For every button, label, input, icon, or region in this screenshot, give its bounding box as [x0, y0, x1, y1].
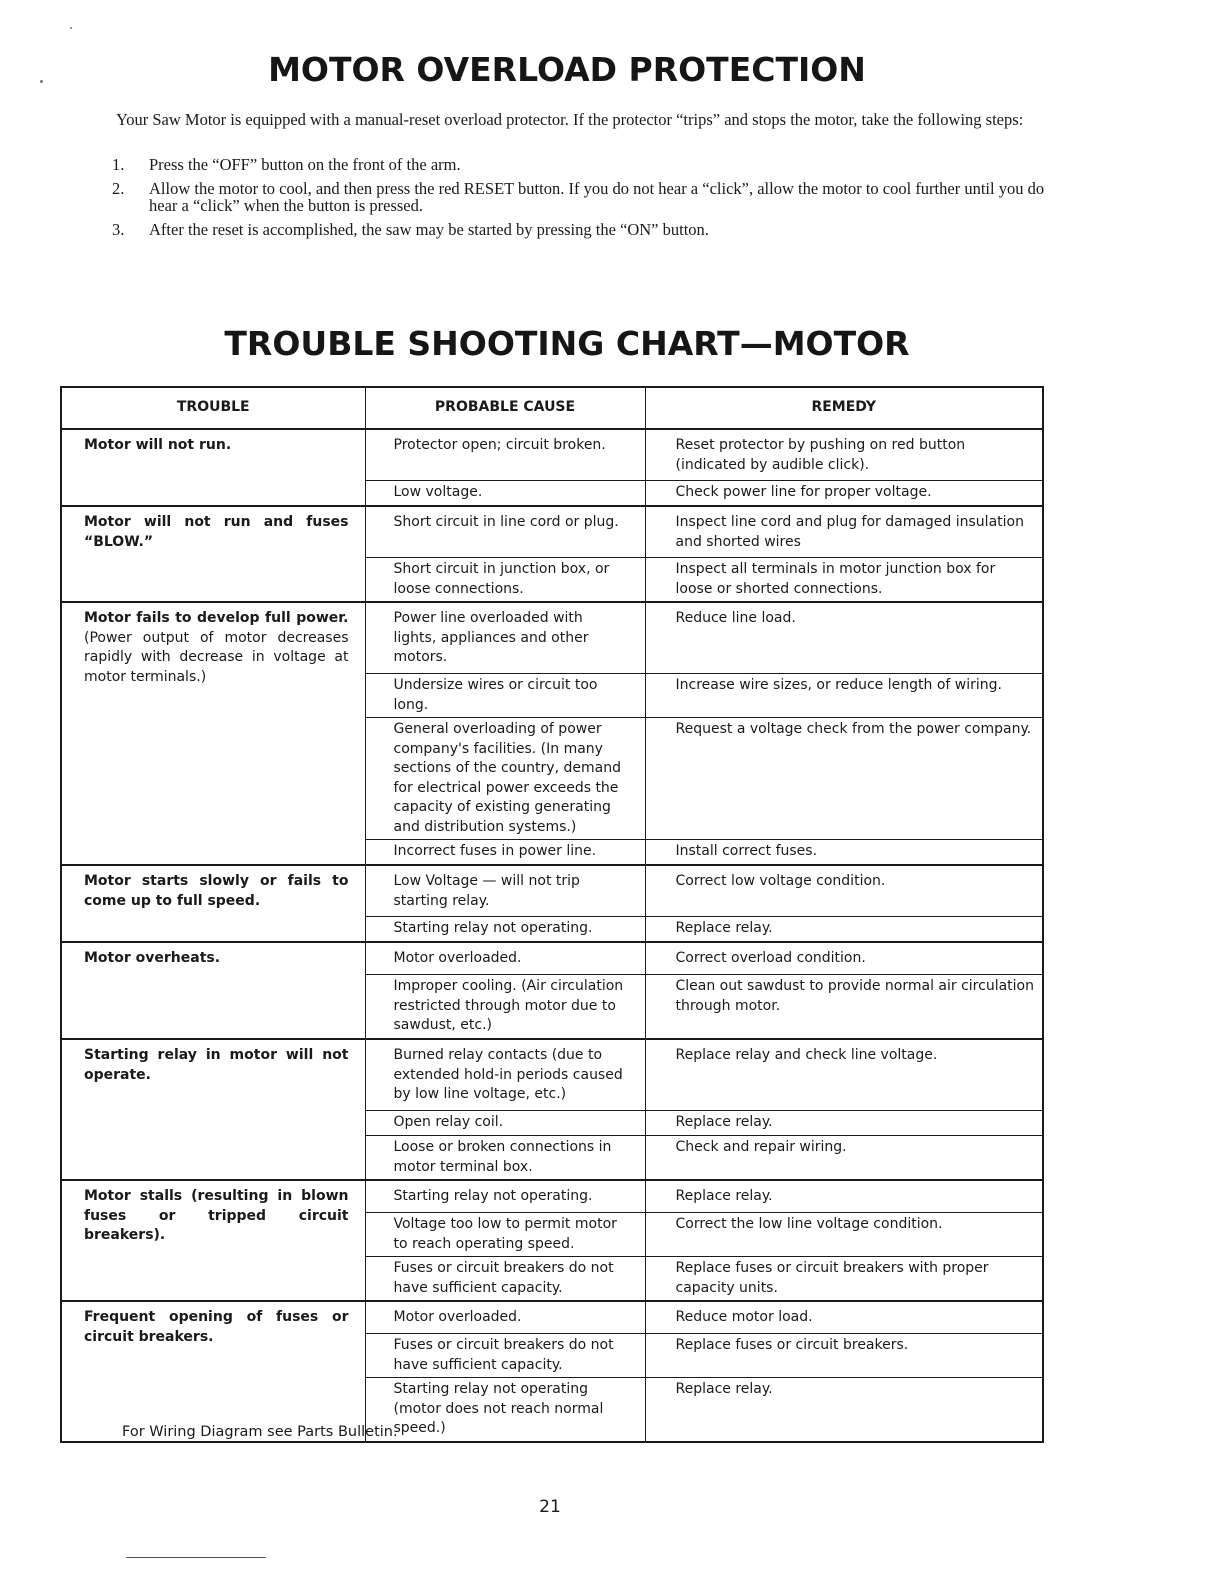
cause-text: Short circuit in junction box, or loose connections.: [366, 557, 645, 601]
remedy-text: Replace relay.: [646, 1377, 1043, 1441]
list-item: [112, 180, 1062, 214]
table-body: [61, 429, 1043, 1442]
remedy-text: Request a voltage check from the power company.: [646, 717, 1043, 839]
header-trouble: TROUBLE: [61, 387, 365, 429]
remedy-text: Check and repair wiring.: [646, 1135, 1043, 1179]
cause-text: Starting relay not operating.: [393, 1188, 593, 1204]
trouble-text: [62, 1181, 365, 1246]
trouble-label: Motor overheats.: [84, 950, 221, 966]
cause-text: Incorrect fuses in power line.: [366, 839, 645, 864]
remedy-text: Correct low voltage condition.: [675, 873, 886, 889]
cause-text: Power line overloaded with lights, appliances and other motors.: [393, 610, 589, 665]
remedy-cell: [645, 1180, 1043, 1301]
cause-text: Voltage too low to permit motor to reach operating speed.: [366, 1212, 645, 1256]
trouble-text: [62, 1040, 365, 1085]
scan-speck: [70, 27, 72, 29]
cause-text: Low Voltage — will not trip starting relay.: [393, 873, 580, 909]
remedy-text: Check power line for proper voltage.: [646, 480, 1043, 505]
cause-text: Motor overloaded.: [393, 1309, 522, 1325]
remedy-cell: [645, 1301, 1043, 1442]
trouble-text: [62, 943, 365, 969]
cause-cell: [365, 942, 645, 1039]
remedy-text: Replace relay.: [675, 1188, 773, 1204]
table-row: [61, 602, 1043, 865]
steps-list: [112, 156, 1062, 245]
trouble-text: [62, 430, 365, 456]
troubleshooting-table: [60, 386, 1044, 1443]
trouble-label: Motor fails to develop full power.: [84, 610, 349, 626]
trouble-label: Motor stalls (resulting in blown fuses or tripped circuit breakers).: [84, 1188, 349, 1243]
header-remedy: REMEDY: [645, 387, 1043, 429]
trouble-label: Motor will not run.: [84, 437, 232, 453]
step-text: After the reset is accomplished, the saw may be started by pressing the “ON” button.: [149, 220, 709, 239]
cause-text: Motor overloaded.: [393, 950, 522, 966]
trouble-text: [62, 866, 365, 911]
remedy-text: Correct overload condition.: [675, 950, 866, 966]
remedy-cell: [645, 602, 1043, 865]
cause-text: Protector open; circuit broken.: [393, 437, 606, 453]
cause-text: General overloading of power company's facilities. (In many sections of the country, demand for electrical power exceeds the capacity of existing generating and distribution systems.): [366, 717, 645, 839]
cause-cell: [365, 1301, 645, 1442]
remedy-text: Inspect all terminals in motor junction box for loose or shorted connections.: [646, 557, 1043, 601]
cause-text: Starting relay not operating.: [366, 916, 645, 941]
table-row: [61, 506, 1043, 602]
list-item: [112, 221, 1062, 238]
trouble-cell: [61, 942, 365, 1039]
trouble-cell: [61, 865, 365, 942]
trouble-cell: [61, 1180, 365, 1301]
trouble-label: Starting relay in motor will not operate.: [84, 1047, 349, 1083]
trouble-label: Frequent opening of fuses or circuit breakers.: [84, 1309, 349, 1345]
remedy-text: Reduce motor load.: [675, 1309, 813, 1325]
cause-cell: [365, 1039, 645, 1180]
trouble-label: Motor starts slowly or fails to come up to full speed.: [84, 873, 349, 909]
remedy-text: Replace relay.: [646, 1110, 1043, 1135]
remedy-text: Clean out sawdust to provide normal air circulation through motor.: [646, 974, 1043, 1038]
step-number: 3.: [112, 220, 125, 239]
trouble-cell: [61, 1301, 365, 1442]
cause-cell: [365, 506, 645, 602]
list-item: [112, 156, 1062, 173]
cause-text: Low voltage.: [366, 480, 645, 505]
cause-cell: [365, 429, 645, 506]
cause-text: Starting relay not operating (motor does not reach normal speed.): [366, 1377, 645, 1441]
cause-cell: [365, 1180, 645, 1301]
table-row: [61, 865, 1043, 942]
trouble-cell: [61, 1039, 365, 1180]
remedy-text: Correct the low line voltage condition.: [646, 1212, 1043, 1256]
cause-text: Improper cooling. (Air circulation restricted through motor due to sawdust, etc.): [366, 974, 645, 1038]
trouble-cell: [61, 506, 365, 602]
remedy-text: Replace relay.: [646, 916, 1043, 941]
trouble-cell: [61, 429, 365, 506]
cause-text: Fuses or circuit breakers do not have sufficient capacity.: [366, 1256, 645, 1300]
table-row: [61, 1301, 1043, 1442]
cause-text: Fuses or circuit breakers do not have sufficient capacity.: [366, 1333, 645, 1377]
remedy-text: Replace fuses or circuit breakers with proper capacity units.: [646, 1256, 1043, 1300]
remedy-text: Replace relay and check line voltage.: [675, 1047, 938, 1063]
intro-paragraph: Your Saw Motor is equipped with a manual-reset overload protector. If the protector “trips” and stops the motor, take the following steps:: [116, 110, 1024, 129]
cause-text: Short circuit in line cord or plug.: [393, 514, 619, 530]
trouble-text: [62, 507, 365, 552]
cause-text: Undersize wires or circuit too long.: [366, 673, 645, 717]
remedy-cell: [645, 942, 1043, 1039]
step-number: 1.: [112, 155, 125, 174]
step-number: 2.: [112, 179, 125, 198]
scan-edge-line: [126, 1557, 266, 1558]
cause-text: Burned relay contacts (due to extended hold-in periods caused by low line voltage, etc.): [393, 1047, 623, 1102]
table-row: [61, 429, 1043, 506]
trouble-label: Motor will not run and fuses “BLOW.”: [84, 514, 349, 550]
cause-cell: [365, 602, 645, 865]
remedy-text: Reset protector by pushing on red button (indicated by audible click).: [675, 437, 966, 473]
cause-cell: [365, 865, 645, 942]
remedy-cell: [645, 1039, 1043, 1180]
remedy-text: Increase wire sizes, or reduce length of wiring.: [646, 673, 1043, 717]
remedy-text: Inspect line cord and plug for damaged insulation and shorted wires: [675, 514, 1024, 550]
cause-text: Open relay coil.: [366, 1110, 645, 1135]
table-row: [61, 1180, 1043, 1301]
table-row: [61, 942, 1043, 1039]
trouble-text: [62, 603, 365, 687]
remedy-text: Reduce line load.: [675, 610, 796, 626]
trouble-text: [62, 1302, 365, 1347]
table-header-row: [61, 387, 1043, 429]
remedy-text: Replace fuses or circuit breakers.: [646, 1333, 1043, 1377]
table-row: [61, 1039, 1043, 1180]
footnote: For Wiring Diagram see Parts Bulletin.: [122, 1424, 398, 1440]
remedy-cell: [645, 506, 1043, 602]
trouble-cell: [61, 602, 365, 865]
header-cause: PROBABLE CAUSE: [365, 387, 645, 429]
page-number: 21: [539, 1497, 561, 1517]
cause-text: Loose or broken connections in motor terminal box.: [366, 1135, 645, 1179]
chart-title: TROUBLE SHOOTING CHART—MOTOR: [224, 324, 910, 363]
trouble-note: (Power output of motor decreases rapidly with decrease in voltage at motor terminals.): [84, 629, 349, 685]
step-text: Allow the motor to cool, and then press the red RESET button. If you do not hear a “click”, allow the motor to cool further until you do hear a “click” when the button is pressed.: [149, 179, 1045, 215]
page-title: MOTOR OVERLOAD PROTECTION: [268, 50, 866, 89]
remedy-text: Install correct fuses.: [646, 839, 1043, 864]
step-text: Press the “OFF” button on the front of the arm.: [149, 155, 461, 174]
remedy-cell: [645, 429, 1043, 506]
remedy-cell: [645, 865, 1043, 942]
